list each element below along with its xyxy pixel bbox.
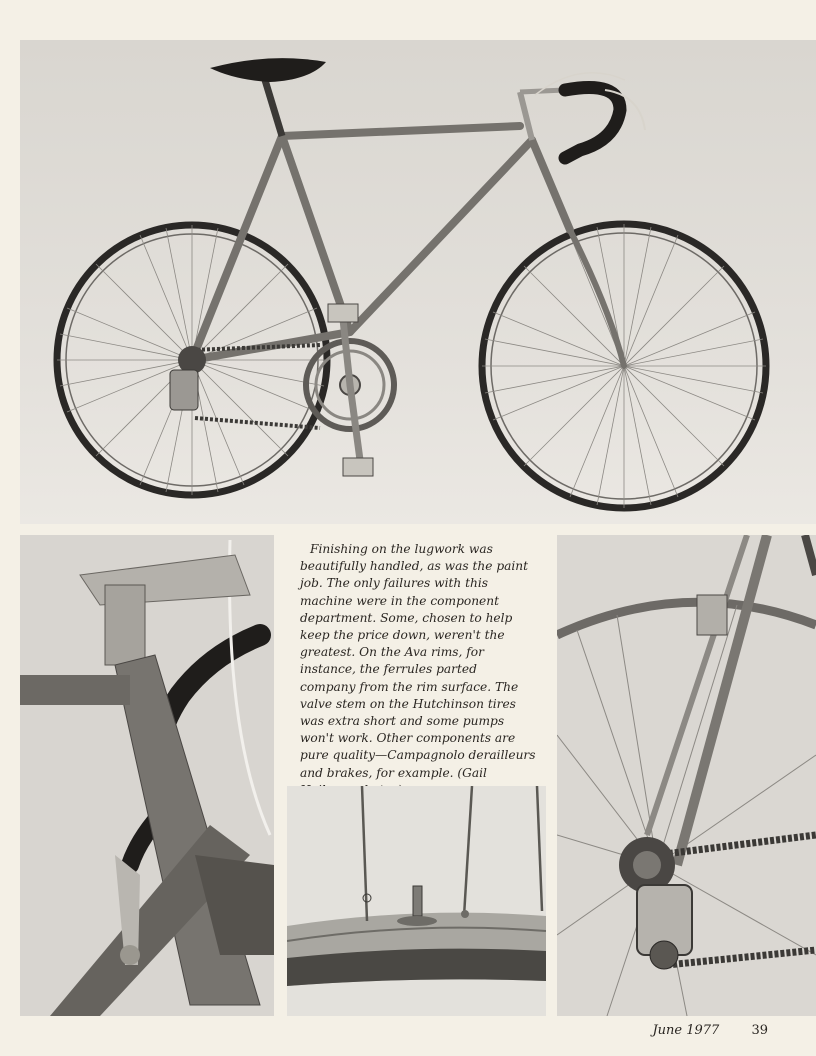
- rear-derailleur-closeup-photo: [557, 535, 816, 1016]
- full-bicycle-photo: [20, 40, 816, 524]
- photo-caption: Finishing on the lugwork was beautifully handled, as was the paint job. The only failures with this machine were in the component department. Some, chosen to help keep the price down, weren't the greatest. On the Ava rims, for instance, the ferrules parted company from the rim surface. The valve stem on the Hutchinson tires was extra short and some pumps won't work. Other components are pure quality—Campagnolo derailleurs and brakes, for example. (Gail: [300, 542, 536, 780]
- page-number: 39: [751, 1023, 768, 1038]
- valve-stem-rim-closeup-photo: [287, 786, 546, 1016]
- page-footer: [652, 1023, 768, 1038]
- headset-lug-closeup-photo: [20, 535, 274, 1016]
- issue-date: June 1977: [652, 1023, 720, 1038]
